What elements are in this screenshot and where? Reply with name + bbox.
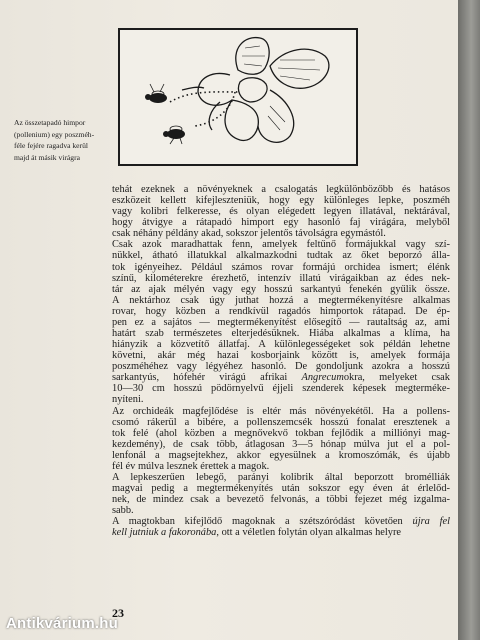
text-line: tok felé (ahol közben a megnővekvő tokban fejlődik a milliónyi mag- — [112, 427, 450, 439]
orchid-lower-sepal — [258, 90, 294, 142]
text-line: vagy kolibri felkeresse, és olyan elégedett legyen illatával, nektárával, — [112, 206, 450, 218]
text-line: csak néhány példány akad, sokszor jelentős távolságra egymástól. — [112, 228, 386, 240]
caption-line: majd át másik virágra — [14, 152, 81, 162]
text-line: hiányzik a közvetítő állatfaj. A különlegességeket sok példán lehetne — [112, 339, 450, 351]
text-line: kezdemény), de csak több, átlagosan 3—5 hónap múlva jut el a pol- — [112, 438, 450, 450]
text-line: tehát ezeknek a növényeknek a csalogatás legkülönbözőbb és hatásos — [112, 184, 450, 195]
text-line: csomó rákerül a bibére, a pollenszemcsék hosszú fonalat eresztenek a — [112, 416, 450, 428]
text-line: Csak azok maradhattak fenn, amelyek feltűnő formájukkal vagy szí- — [112, 239, 450, 251]
text-line: tok igényeihez. Például számos rovar formájú orchidea ismert; élénk — [112, 261, 450, 273]
text-line: sabb. — [112, 505, 134, 517]
caption-line: (pollenium) egy poszméh- — [14, 129, 95, 139]
text-line: 10—30 cm hosszú pödörnyelvű éjjeli szenderek képesek megterméke- — [112, 383, 450, 395]
text-line: A nektárhoz csak úgy juthat hozzá a megtermékenyítésre alkalmas — [112, 294, 450, 306]
book-spine — [458, 0, 480, 640]
text-line: A lepkeszerűen lebegő, parányi kolibrik által beporzott bromélliák — [112, 472, 450, 484]
text-line: pen ez a sajátos — megtermékenyítést elősegítő — rautaltság az, ami — [112, 316, 450, 328]
text-line: lenfonál a magsejtekhez, akkor egyesülnek a kromoszómák, és újabb — [112, 449, 450, 461]
text-line: magvai pedig a megtermékenyítés után sokszor egy éven át érlelőd- — [112, 483, 450, 495]
return-path-dotted — [195, 92, 235, 126]
text-line: tár az ajak mélyén vagy egy hosszú sarkantyú fenekén gyűlik össze. — [112, 283, 450, 295]
text-line: kell jutniuk a fakoronába, ott a véletlen folytán olyan alkalmas helyre — [112, 527, 402, 539]
flight-path-dotted — [170, 92, 240, 102]
text-line: nek, de mindez csak a bevezető felvonás, a többi fejezet még izgalma- — [112, 494, 450, 506]
illustration-frame — [118, 28, 358, 166]
text-line: határt szab természetes elterjedésüknek. Hiába alkalmas a klíma, ha — [112, 328, 450, 340]
body-text — [112, 184, 450, 539]
watermark-logo: Antikvárium.hu — [6, 615, 118, 632]
bee-icon — [163, 126, 185, 144]
orchid-column — [238, 78, 267, 102]
text-line: rovar, hogy közben a rendkívül ragadós himportok rátapad. De ép- — [112, 305, 450, 317]
text-line: sarkantyús, hófehér virágú afrikai Angrecumokra, melyeket csak — [112, 372, 450, 384]
text-line: eszközeit kellett kifejleszteniük, hogy egy különleges lepke, poszméh — [112, 195, 450, 207]
bee-icon — [145, 84, 167, 103]
text-line: fél év múlva lesznek érettek a magok. — [112, 460, 270, 472]
caption-line: féle fejére ragadva kerül — [14, 141, 88, 151]
orchid-left-petal — [198, 74, 232, 106]
text-line: követni, akár még hazai kosborjaink között is, amelyek formája — [112, 350, 450, 362]
text-line: poszméhéhez vagy légyéhez hasonló. De gondoljunk azokra a hosszú — [112, 361, 450, 373]
orchid-lip — [225, 100, 258, 140]
text-line: A magtokban kifejlődő magoknak a szétszóródást követően újra fel — [112, 516, 450, 528]
figure-caption — [14, 117, 114, 163]
text-line: nyíteni. — [112, 394, 144, 406]
orchid-pollination-illustration — [120, 30, 356, 164]
orchid-right-petal — [270, 49, 329, 88]
text-line: Az orchideák magfejlődése is eltér más növényekétől. Ha a pollens- — [112, 405, 450, 417]
text-line: hogy átvigye a rátapadó himport egy hasonló faj virágára, melyből — [112, 217, 450, 229]
page-number: 23 — [112, 606, 124, 620]
text-line: nükkel, átható illatukkal alkalmazkodni tudtak az őket beporzó álla- — [112, 250, 450, 262]
text-line: színű, kilométerekre érezhető, intenzív illatú virágaikban az édes nek- — [112, 272, 450, 284]
caption-line: Az összetapadó himpor — [14, 118, 86, 127]
